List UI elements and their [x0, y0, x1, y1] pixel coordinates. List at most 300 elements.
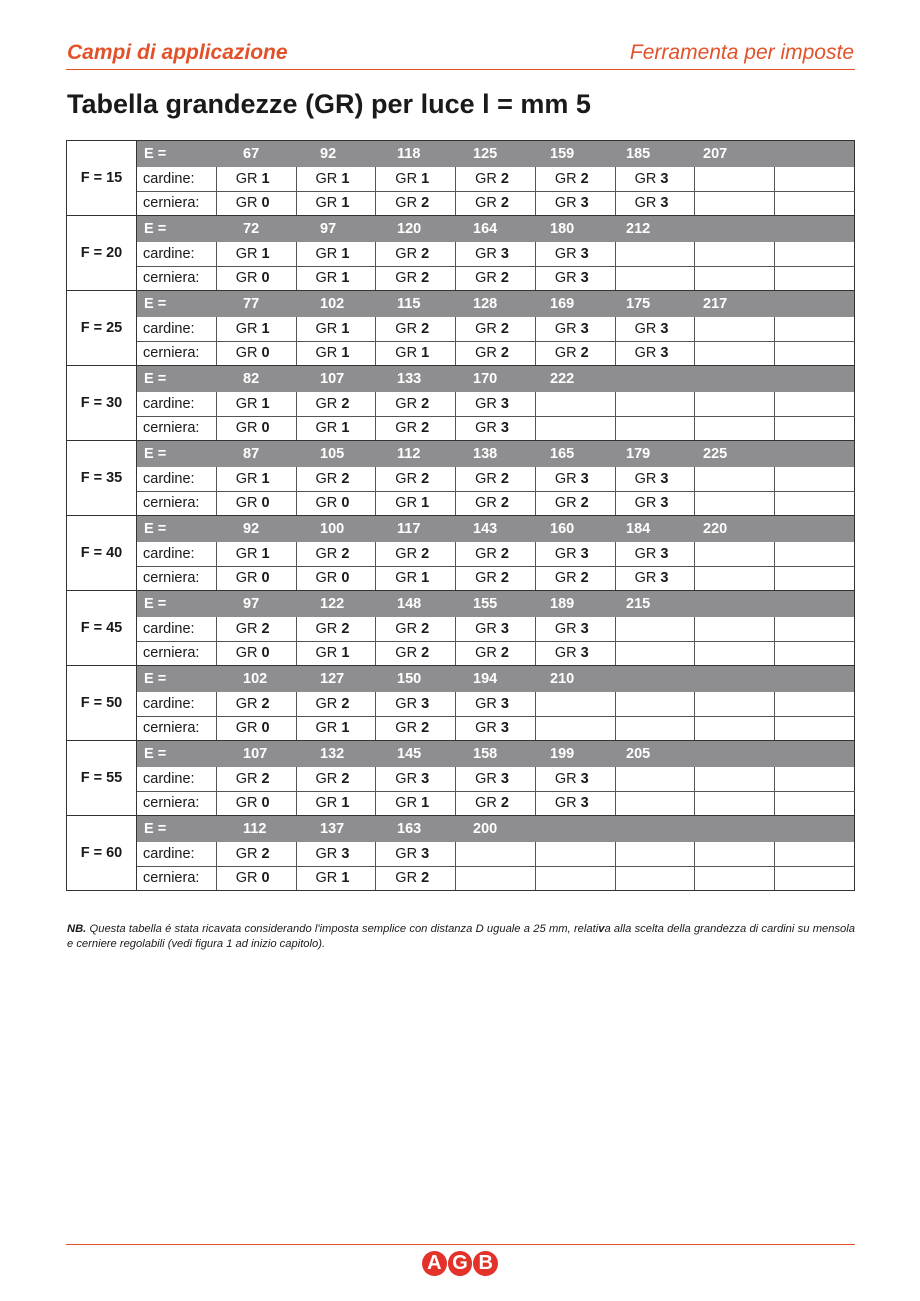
e-values-cell — [137, 291, 855, 317]
gr-cell — [456, 191, 536, 216]
gr-value: 1 — [341, 420, 350, 437]
e-value: 137 — [320, 821, 345, 837]
gr-value: 2 — [500, 645, 509, 662]
gr-prefix: GR — [554, 770, 577, 787]
gr-prefix: GR — [395, 420, 418, 437]
gr-prefix: GR — [315, 270, 338, 287]
gr-value: 2 — [580, 345, 589, 362]
gr-prefix: GR — [315, 795, 338, 812]
gr-cell — [775, 791, 855, 816]
logo-letter: G — [448, 1251, 473, 1276]
gr-cell — [296, 791, 376, 816]
e-value: 117 — [397, 521, 421, 537]
note-prefix: NB. — [67, 923, 87, 935]
e-value: 97 — [243, 596, 260, 612]
e-value: 155 — [473, 596, 498, 612]
gr-cell — [216, 341, 296, 366]
gr-prefix: GR — [235, 345, 258, 362]
e-values-row — [67, 291, 855, 317]
gr-prefix: GR — [475, 195, 497, 212]
gr-cell — [216, 566, 296, 591]
gr-cell — [376, 317, 456, 342]
gr-cell — [695, 392, 775, 417]
gr-prefix: GR — [554, 570, 577, 587]
gr-prefix: GR — [235, 620, 258, 637]
gr-prefix: GR — [395, 695, 418, 712]
gr-prefix: GR — [395, 620, 418, 637]
gr-value: 1 — [421, 345, 430, 362]
gr-value: 3 — [580, 545, 589, 562]
e-value: 170 — [473, 371, 498, 387]
gr-cell — [775, 167, 855, 192]
gr-value: 2 — [500, 495, 509, 512]
gr-prefix: GR — [235, 770, 258, 787]
gr-cell — [775, 467, 855, 492]
gr-value: 3 — [580, 245, 589, 262]
gr-cell — [775, 392, 855, 417]
f-label: F = 25 — [67, 291, 137, 366]
footnote — [67, 922, 855, 952]
gr-value: 3 — [580, 195, 589, 212]
header-divider — [66, 69, 855, 70]
gr-prefix: GR — [554, 195, 577, 212]
e-value: 159 — [550, 146, 575, 162]
gr-prefix: GR — [235, 695, 258, 712]
gr-cell — [695, 641, 775, 666]
f-label: F = 35 — [67, 441, 137, 516]
gr-value: 3 — [580, 795, 589, 812]
gr-value: 3 — [660, 470, 669, 487]
gr-value: 1 — [421, 795, 430, 812]
gr-cell — [456, 866, 536, 891]
gr-prefix: GR — [634, 345, 657, 362]
gr-value: 2 — [421, 245, 430, 262]
cardine-label: cardine: — [137, 617, 217, 642]
gr-cell — [216, 617, 296, 642]
gr-prefix: GR — [554, 795, 577, 812]
gr-value: 3 — [500, 720, 509, 737]
gr-prefix: GR — [475, 570, 497, 587]
gr-value: 1 — [421, 495, 430, 512]
gr-prefix: GR — [634, 470, 657, 487]
gr-value: 2 — [500, 545, 509, 562]
gr-cell — [376, 167, 456, 192]
gr-prefix: GR — [315, 845, 338, 862]
gr-cell — [615, 341, 695, 366]
gr-cell — [296, 842, 376, 867]
e-value: 133 — [397, 371, 422, 387]
gr-cell — [535, 416, 615, 441]
gr-cell — [376, 341, 456, 366]
e-value: 100 — [320, 521, 345, 537]
e-values-cell — [137, 216, 855, 242]
e-value: 138 — [473, 446, 498, 462]
gr-cell — [296, 242, 376, 267]
gr-prefix: GR — [235, 420, 258, 437]
page-title: Tabella grandezze (GR) per luce l = mm 5 — [67, 89, 591, 119]
e-value: 87 — [243, 446, 260, 462]
gr-prefix: GR — [475, 620, 497, 637]
gr-value: 1 — [341, 645, 350, 662]
gr-value: 2 — [261, 770, 270, 787]
gr-prefix: GR — [475, 495, 497, 512]
cerniera-label: cerniera: — [137, 416, 217, 441]
gr-prefix: GR — [554, 545, 577, 562]
f-label: F = 15 — [67, 141, 137, 216]
gr-prefix: GR — [475, 795, 497, 812]
gr-cell — [615, 491, 695, 516]
f-label: F = 55 — [67, 741, 137, 816]
gr-cell — [376, 266, 456, 291]
gr-prefix: GR — [634, 195, 657, 212]
gr-cell — [615, 866, 695, 891]
gr-cell — [296, 341, 376, 366]
gr-value: 2 — [500, 170, 509, 187]
gr-value: 0 — [341, 495, 350, 512]
gr-cell — [376, 566, 456, 591]
e-value: 127 — [320, 671, 345, 687]
gr-cell — [535, 341, 615, 366]
section-title: Campi di applicazione — [67, 41, 288, 64]
gr-prefix: GR — [395, 320, 418, 337]
note-text-before: Questa tabella é stata ricavata considerando l'imposta semplice con distanza D uguale a 25 mm, relati — [86, 923, 599, 935]
gr-value: 1 — [341, 720, 350, 737]
gr-cell — [535, 641, 615, 666]
gr-prefix: GR — [235, 195, 258, 212]
gr-cell — [376, 392, 456, 417]
gr-cell — [216, 542, 296, 567]
gr-cell — [376, 767, 456, 792]
cardine-label: cardine: — [137, 692, 217, 717]
gr-value: 1 — [341, 195, 350, 212]
e-value: 215 — [626, 596, 651, 612]
gr-prefix: GR — [475, 695, 497, 712]
gr-value: 3 — [421, 770, 430, 787]
gr-prefix: GR — [395, 395, 418, 412]
gr-cell — [775, 416, 855, 441]
gr-cell — [775, 191, 855, 216]
gr-cell — [296, 167, 376, 192]
gr-value: 2 — [500, 570, 509, 587]
gr-cell — [695, 692, 775, 717]
e-values-row — [67, 666, 855, 692]
e-value: 179 — [626, 446, 651, 462]
gr-cell — [456, 641, 536, 666]
e-value: 112 — [243, 821, 267, 837]
gr-value: 1 — [341, 345, 350, 362]
gr-cell — [296, 767, 376, 792]
gr-cell — [456, 242, 536, 267]
f-label: F = 20 — [67, 216, 137, 291]
gr-cell — [376, 842, 456, 867]
e-value: 150 — [397, 671, 422, 687]
gr-prefix: GR — [395, 720, 418, 737]
gr-cell — [535, 467, 615, 492]
gr-value: 2 — [261, 845, 270, 862]
gr-cell — [775, 716, 855, 741]
e-values-row — [67, 816, 855, 842]
gr-cell — [376, 692, 456, 717]
e-value: 220 — [703, 521, 728, 537]
gr-prefix: GR — [475, 170, 497, 187]
e-value: 199 — [550, 746, 575, 762]
gr-value: 2 — [500, 270, 509, 287]
gr-value: 2 — [500, 470, 509, 487]
gr-value: 2 — [261, 695, 270, 712]
gr-prefix: GR — [395, 495, 418, 512]
gr-cell — [216, 866, 296, 891]
gr-prefix: GR — [475, 420, 497, 437]
gr-value: 3 — [580, 770, 589, 787]
e-label: E = — [144, 746, 167, 762]
gr-cell — [615, 617, 695, 642]
gr-value: 0 — [261, 570, 270, 587]
gr-cell — [296, 716, 376, 741]
gr-cell — [296, 317, 376, 342]
gr-value: 0 — [261, 420, 270, 437]
e-value: 102 — [243, 671, 268, 687]
cardine-row — [67, 167, 855, 192]
gr-cell — [615, 716, 695, 741]
gr-prefix: GR — [235, 795, 258, 812]
cerniera-row — [67, 191, 855, 216]
e-values-row — [67, 741, 855, 767]
gr-cell — [615, 167, 695, 192]
gr-prefix: GR — [554, 170, 577, 187]
gr-cell — [296, 692, 376, 717]
gr-prefix: GR — [554, 620, 577, 637]
gr-value: 3 — [500, 420, 509, 437]
gr-cell — [775, 566, 855, 591]
gr-value: 3 — [580, 645, 589, 662]
e-value: 143 — [473, 521, 498, 537]
e-value: 194 — [473, 671, 498, 687]
gr-cell — [535, 866, 615, 891]
e-value: 148 — [397, 596, 422, 612]
gr-cell — [615, 542, 695, 567]
gr-prefix: GR — [395, 245, 418, 262]
gr-prefix: GR — [554, 245, 577, 262]
gr-prefix: GR — [315, 420, 338, 437]
cardine-row — [67, 617, 855, 642]
cardine-label: cardine: — [137, 242, 217, 267]
gr-cell — [456, 167, 536, 192]
gr-cell — [695, 617, 775, 642]
gr-prefix: GR — [315, 870, 338, 887]
gr-cell — [376, 542, 456, 567]
gr-cell — [216, 467, 296, 492]
e-value: 210 — [550, 671, 575, 687]
gr-value: 3 — [421, 695, 430, 712]
e-values-cell — [137, 516, 855, 542]
gr-value: 2 — [500, 345, 509, 362]
e-value: 200 — [473, 821, 498, 837]
gr-value: 0 — [341, 570, 350, 587]
gr-prefix: GR — [235, 720, 258, 737]
gr-cell — [216, 416, 296, 441]
gr-cell — [695, 467, 775, 492]
gr-cell — [535, 692, 615, 717]
logo-letter: B — [473, 1251, 498, 1276]
gr-cell — [695, 542, 775, 567]
gr-value: 3 — [660, 195, 669, 212]
gr-cell — [296, 866, 376, 891]
gr-prefix: GR — [315, 320, 338, 337]
gr-cell — [216, 491, 296, 516]
gr-cell — [775, 866, 855, 891]
gr-cell — [376, 416, 456, 441]
gr-value: 1 — [341, 245, 350, 262]
gr-value: 1 — [421, 170, 430, 187]
gr-value: 2 — [341, 545, 350, 562]
gr-value: 0 — [261, 495, 270, 512]
gr-cell — [296, 416, 376, 441]
e-values-row — [67, 141, 855, 167]
gr-cell — [695, 191, 775, 216]
e-value: 180 — [550, 221, 575, 237]
gr-value: 1 — [261, 320, 270, 337]
gr-prefix: GR — [315, 570, 338, 587]
gr-value: 3 — [580, 270, 589, 287]
gr-value: 1 — [341, 170, 350, 187]
gr-cell — [456, 842, 536, 867]
cerniera-row — [67, 641, 855, 666]
gr-cell — [535, 392, 615, 417]
gr-prefix: GR — [315, 395, 338, 412]
gr-cell — [216, 641, 296, 666]
cerniera-label: cerniera: — [137, 341, 217, 366]
e-label: E = — [144, 371, 167, 387]
cerniera-label: cerniera: — [137, 641, 217, 666]
gr-prefix: GR — [475, 270, 497, 287]
gr-prefix: GR — [395, 195, 418, 212]
cardine-row — [67, 467, 855, 492]
gr-value: 2 — [261, 620, 270, 637]
gr-cell — [376, 641, 456, 666]
gr-cell — [695, 341, 775, 366]
gr-prefix: GR — [235, 545, 258, 562]
gr-prefix: GR — [475, 545, 497, 562]
e-values-cell — [137, 591, 855, 617]
gr-cell — [216, 692, 296, 717]
gr-prefix: GR — [395, 570, 418, 587]
e-value: 184 — [626, 521, 651, 537]
cerniera-label: cerniera: — [137, 566, 217, 591]
size-table — [66, 140, 855, 891]
gr-cell — [376, 191, 456, 216]
f-label: F = 45 — [67, 591, 137, 666]
cardine-label: cardine: — [137, 167, 217, 192]
e-value: 212 — [626, 221, 651, 237]
gr-cell — [535, 542, 615, 567]
gr-cell — [456, 416, 536, 441]
gr-cell — [695, 842, 775, 867]
gr-cell — [296, 491, 376, 516]
gr-value: 1 — [261, 245, 270, 262]
gr-value: 1 — [261, 470, 270, 487]
gr-value: 2 — [421, 395, 430, 412]
cardine-row — [67, 242, 855, 267]
gr-prefix: GR — [634, 170, 657, 187]
e-value: 92 — [243, 521, 260, 537]
gr-cell — [296, 542, 376, 567]
gr-value: 3 — [580, 470, 589, 487]
gr-cell — [535, 317, 615, 342]
e-value: 165 — [550, 446, 575, 462]
cardine-row — [67, 317, 855, 342]
gr-prefix: GR — [554, 320, 577, 337]
gr-cell — [216, 842, 296, 867]
cardine-label: cardine: — [137, 392, 217, 417]
gr-cell — [456, 392, 536, 417]
gr-cell — [615, 842, 695, 867]
gr-prefix: GR — [634, 320, 657, 337]
gr-cell — [216, 167, 296, 192]
gr-cell — [456, 692, 536, 717]
gr-prefix: GR — [475, 645, 497, 662]
gr-prefix: GR — [634, 495, 657, 512]
e-value: 128 — [473, 296, 498, 312]
gr-prefix: GR — [395, 795, 418, 812]
gr-prefix: GR — [475, 770, 497, 787]
gr-prefix: GR — [395, 470, 418, 487]
e-values-cell — [137, 141, 855, 167]
gr-value: 1 — [341, 870, 350, 887]
gr-cell — [535, 167, 615, 192]
gr-cell — [535, 566, 615, 591]
note-text-bold: v — [598, 923, 605, 935]
gr-value: 1 — [261, 545, 270, 562]
gr-prefix: GR — [315, 245, 338, 262]
e-value: 158 — [473, 746, 498, 762]
e-values-cell — [137, 366, 855, 392]
gr-cell — [296, 617, 376, 642]
f-label: F = 30 — [67, 366, 137, 441]
gr-prefix: GR — [235, 270, 258, 287]
gr-value: 3 — [660, 170, 669, 187]
gr-cell — [216, 242, 296, 267]
gr-prefix: GR — [554, 270, 577, 287]
gr-cell — [615, 791, 695, 816]
gr-cell — [296, 467, 376, 492]
gr-value: 2 — [421, 320, 430, 337]
e-value: 118 — [397, 146, 421, 162]
e-values-cell — [137, 816, 855, 842]
gr-prefix: GR — [475, 395, 497, 412]
gr-value: 2 — [580, 170, 589, 187]
gr-value: 2 — [580, 495, 589, 512]
e-value: 175 — [626, 296, 651, 312]
cerniera-row — [67, 341, 855, 366]
gr-prefix: GR — [395, 870, 418, 887]
gr-value: 0 — [261, 345, 270, 362]
e-value: 67 — [243, 146, 260, 162]
cerniera-row — [67, 491, 855, 516]
gr-cell — [456, 266, 536, 291]
e-value: 125 — [473, 146, 498, 162]
gr-prefix: GR — [315, 495, 338, 512]
e-value: 82 — [243, 371, 260, 387]
gr-value: 1 — [341, 270, 350, 287]
gr-prefix: GR — [235, 870, 258, 887]
cerniera-label: cerniera: — [137, 191, 217, 216]
e-value: 115 — [397, 296, 421, 312]
gr-value: 2 — [341, 770, 350, 787]
f-label: F = 60 — [67, 816, 137, 891]
e-value: 107 — [320, 371, 345, 387]
gr-value: 2 — [341, 470, 350, 487]
gr-prefix: GR — [235, 845, 258, 862]
